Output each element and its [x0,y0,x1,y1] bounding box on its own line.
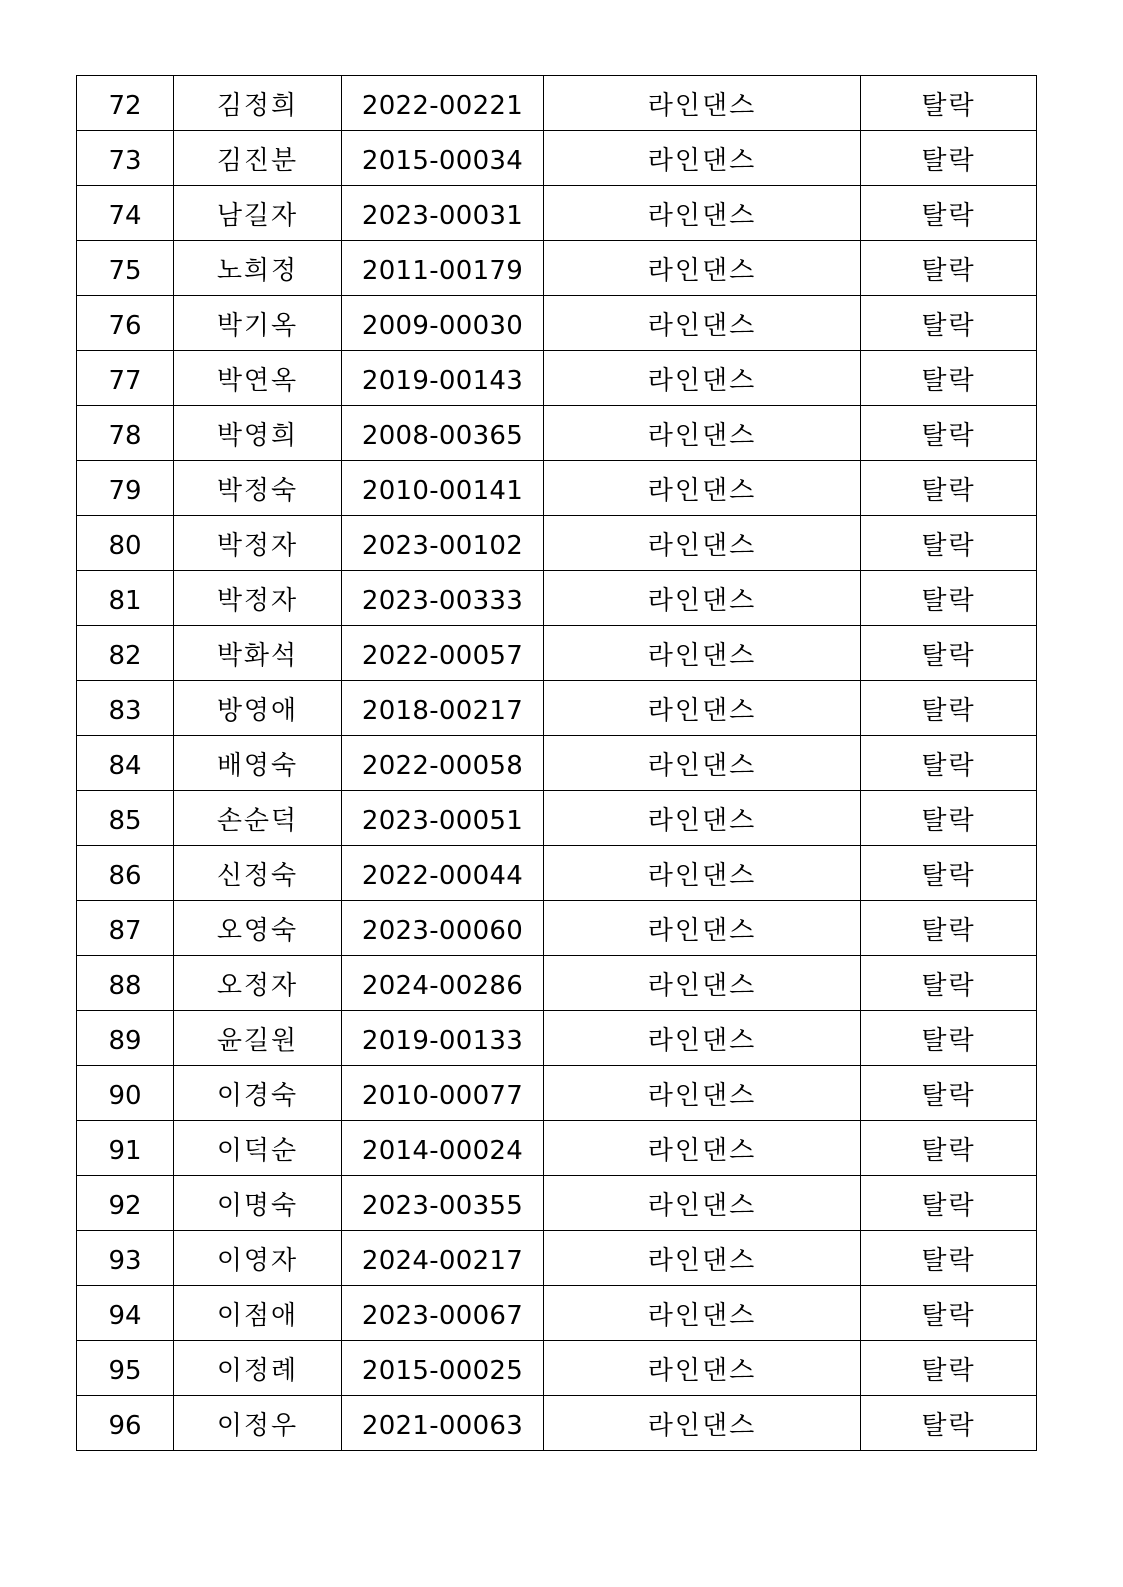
member-name-cell: 박기옥 [174,296,342,351]
table-row [77,681,1037,736]
table-row [77,461,1037,516]
member-name-cell: 김정희 [174,76,342,131]
member-id-cell: 2023-00051 [342,791,544,846]
member-name-cell: 이영자 [174,1231,342,1286]
member-name-cell: 박연옥 [174,351,342,406]
class-name-cell: 라인댄스 [544,1066,861,1121]
class-name-cell: 라인댄스 [544,681,861,736]
member-id-cell: 2008-00365 [342,406,544,461]
member-id-cell: 2015-00025 [342,1341,544,1396]
result-status-cell: 탈락 [861,1121,1037,1176]
row-number-cell: 75 [77,241,174,296]
table-row [77,1396,1037,1451]
member-id-cell: 2024-00217 [342,1231,544,1286]
member-name-cell: 윤길원 [174,1011,342,1066]
row-number-cell: 96 [77,1396,174,1451]
result-status-cell: 탈락 [861,571,1037,626]
member-id-cell: 2019-00143 [342,351,544,406]
member-id-cell: 2019-00133 [342,1011,544,1066]
result-status-cell: 탈락 [861,186,1037,241]
table-row [77,1121,1037,1176]
table-row [77,791,1037,846]
table-row [77,296,1037,351]
member-name-cell: 김진분 [174,131,342,186]
member-id-cell: 2010-00077 [342,1066,544,1121]
row-number-cell: 76 [77,296,174,351]
class-name-cell: 라인댄스 [544,626,861,681]
result-status-cell: 탈락 [861,956,1037,1011]
member-id-cell: 2022-00221 [342,76,544,131]
result-status-cell: 탈락 [861,1011,1037,1066]
class-name-cell: 라인댄스 [544,131,861,186]
member-name-cell: 신정숙 [174,846,342,901]
result-status-cell: 탈락 [861,626,1037,681]
result-status-cell: 탈락 [861,1341,1037,1396]
class-name-cell: 라인댄스 [544,1121,861,1176]
table-row [77,406,1037,461]
row-number-cell: 81 [77,571,174,626]
class-name-cell: 라인댄스 [544,846,861,901]
member-name-cell: 박화석 [174,626,342,681]
result-status-cell: 탈락 [861,1396,1037,1451]
member-name-cell: 이명숙 [174,1176,342,1231]
member-name-cell: 박정자 [174,571,342,626]
row-number-cell: 73 [77,131,174,186]
member-id-cell: 2023-00102 [342,516,544,571]
result-status-cell: 탈락 [861,1176,1037,1231]
row-number-cell: 78 [77,406,174,461]
class-name-cell: 라인댄스 [544,1011,861,1066]
table-row [77,1286,1037,1341]
row-number-cell: 79 [77,461,174,516]
member-id-cell: 2018-00217 [342,681,544,736]
class-name-cell: 라인댄스 [544,406,861,461]
member-id-cell: 2024-00286 [342,956,544,1011]
member-name-cell: 방영애 [174,681,342,736]
result-status-cell: 탈락 [861,76,1037,131]
table-row [77,1176,1037,1231]
result-status-cell: 탈락 [861,296,1037,351]
class-name-cell: 라인댄스 [544,1231,861,1286]
row-number-cell: 77 [77,351,174,406]
class-name-cell: 라인댄스 [544,1286,861,1341]
row-number-cell: 91 [77,1121,174,1176]
result-status-cell: 탈락 [861,901,1037,956]
class-name-cell: 라인댄스 [544,571,861,626]
result-status-cell: 탈락 [861,1231,1037,1286]
member-id-cell: 2011-00179 [342,241,544,296]
class-name-cell: 라인댄스 [544,1396,861,1451]
member-id-cell: 2023-00031 [342,186,544,241]
result-status-cell: 탈락 [861,406,1037,461]
result-table [76,75,1037,1451]
class-name-cell: 라인댄스 [544,736,861,791]
member-name-cell: 노희정 [174,241,342,296]
row-number-cell: 80 [77,516,174,571]
member-id-cell: 2023-00060 [342,901,544,956]
member-name-cell: 이덕순 [174,1121,342,1176]
class-name-cell: 라인댄스 [544,1176,861,1231]
class-name-cell: 라인댄스 [544,461,861,516]
row-number-cell: 74 [77,186,174,241]
member-name-cell: 박정숙 [174,461,342,516]
result-status-cell: 탈락 [861,681,1037,736]
row-number-cell: 90 [77,1066,174,1121]
table-row [77,76,1037,131]
table-row [77,571,1037,626]
member-id-cell: 2023-00355 [342,1176,544,1231]
table-row [77,186,1037,241]
class-name-cell: 라인댄스 [544,186,861,241]
member-id-cell: 2023-00333 [342,571,544,626]
member-id-cell: 2022-00057 [342,626,544,681]
member-id-cell: 2010-00141 [342,461,544,516]
row-number-cell: 87 [77,901,174,956]
result-status-cell: 탈락 [861,241,1037,296]
member-id-cell: 2014-00024 [342,1121,544,1176]
row-number-cell: 85 [77,791,174,846]
row-number-cell: 88 [77,956,174,1011]
table-row [77,1341,1037,1396]
member-name-cell: 박정자 [174,516,342,571]
row-number-cell: 72 [77,76,174,131]
member-name-cell: 오정자 [174,956,342,1011]
class-name-cell: 라인댄스 [544,241,861,296]
table-row [77,1011,1037,1066]
row-number-cell: 92 [77,1176,174,1231]
member-name-cell: 오영숙 [174,901,342,956]
member-id-cell: 2015-00034 [342,131,544,186]
result-status-cell: 탈락 [861,1066,1037,1121]
row-number-cell: 84 [77,736,174,791]
table-row [77,1231,1037,1286]
table-row [77,736,1037,791]
result-status-cell: 탈락 [861,846,1037,901]
row-number-cell: 94 [77,1286,174,1341]
row-number-cell: 86 [77,846,174,901]
member-name-cell: 이경숙 [174,1066,342,1121]
result-status-cell: 탈락 [861,791,1037,846]
result-status-cell: 탈락 [861,736,1037,791]
member-id-cell: 2022-00058 [342,736,544,791]
result-status-cell: 탈락 [861,461,1037,516]
member-name-cell: 이정례 [174,1341,342,1396]
class-name-cell: 라인댄스 [544,956,861,1011]
member-name-cell: 이정우 [174,1396,342,1451]
class-name-cell: 라인댄스 [544,791,861,846]
member-name-cell: 배영숙 [174,736,342,791]
class-name-cell: 라인댄스 [544,76,861,131]
result-status-cell: 탈락 [861,516,1037,571]
member-name-cell: 이점애 [174,1286,342,1341]
member-id-cell: 2009-00030 [342,296,544,351]
table-row [77,626,1037,681]
row-number-cell: 95 [77,1341,174,1396]
member-name-cell: 박영희 [174,406,342,461]
class-name-cell: 라인댄스 [544,351,861,406]
table-row [77,351,1037,406]
row-number-cell: 83 [77,681,174,736]
member-name-cell: 남길자 [174,186,342,241]
result-status-cell: 탈락 [861,351,1037,406]
table-row [77,846,1037,901]
class-name-cell: 라인댄스 [544,901,861,956]
class-name-cell: 라인댄스 [544,516,861,571]
class-name-cell: 라인댄스 [544,1341,861,1396]
result-status-cell: 탈락 [861,1286,1037,1341]
row-number-cell: 89 [77,1011,174,1066]
row-number-cell: 82 [77,626,174,681]
member-name-cell: 손순덕 [174,791,342,846]
table-row [77,1066,1037,1121]
member-id-cell: 2022-00044 [342,846,544,901]
row-number-cell: 93 [77,1231,174,1286]
result-status-cell: 탈락 [861,131,1037,186]
table-row [77,956,1037,1011]
class-name-cell: 라인댄스 [544,296,861,351]
table-row [77,241,1037,296]
table-row [77,901,1037,956]
member-id-cell: 2023-00067 [342,1286,544,1341]
member-id-cell: 2021-00063 [342,1396,544,1451]
result-table-body [77,76,1037,1451]
table-row [77,516,1037,571]
table-row [77,131,1037,186]
